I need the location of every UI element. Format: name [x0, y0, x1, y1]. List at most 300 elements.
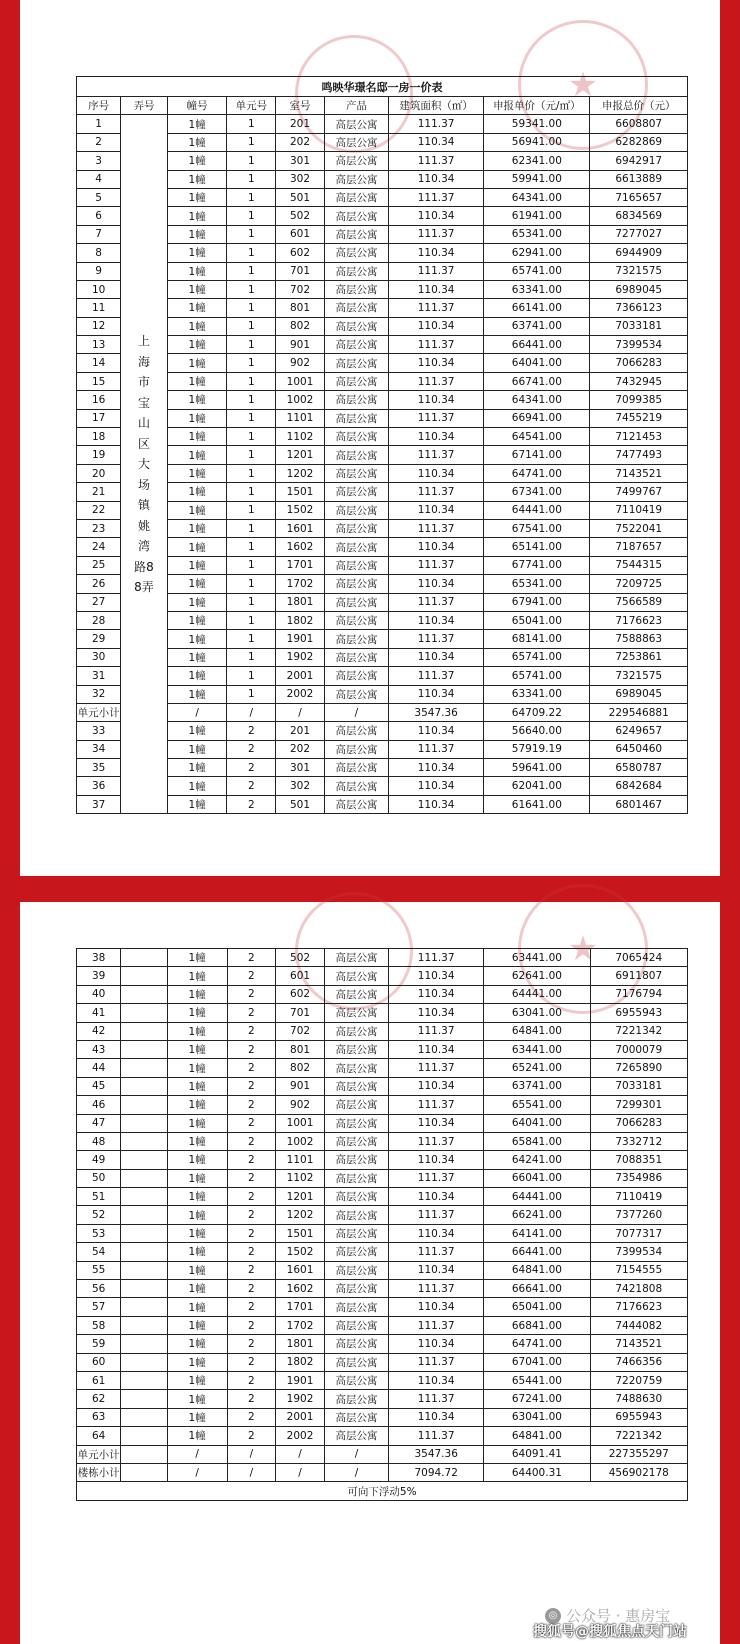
cell-total-price: 6955943 [590, 1004, 687, 1022]
cell-building: 1幢 [167, 1298, 227, 1316]
cell-total-price: 6911807 [590, 967, 687, 985]
cell-area: 111.37 [389, 1280, 484, 1298]
cell-unit-price: 62341.00 [484, 152, 590, 170]
cell-unit-price: 67141.00 [484, 446, 590, 464]
cell-unit-price: 56640.00 [484, 722, 590, 740]
cell-area: 110.34 [389, 722, 484, 740]
column-header: 建筑面积（㎡） [389, 97, 484, 115]
cell-index: 24 [77, 538, 121, 556]
cell-unit-price: 63441.00 [484, 1040, 590, 1058]
cell-unit-price: 66141.00 [484, 299, 590, 317]
cell-room: 701 [276, 1004, 325, 1022]
cell-product: 高层公寓 [324, 299, 388, 317]
cell-product: 高层公寓 [324, 1114, 388, 1132]
cell-area: 111.37 [389, 630, 484, 648]
cell-total-price: 7332712 [590, 1132, 687, 1150]
cell-unit: 1 [227, 170, 276, 188]
cell-building: 1幢 [167, 985, 227, 1003]
cell-unit-price: 64541.00 [484, 428, 590, 446]
cell-building: 1幢 [167, 1132, 227, 1150]
cell-lane [121, 1022, 167, 1040]
cell-index: 38 [77, 949, 121, 967]
cell-building: 1幢 [167, 464, 227, 482]
cell-lane [121, 1004, 167, 1022]
cell-product: 高层公寓 [324, 244, 388, 262]
cell-total-price: 7488630 [590, 1390, 687, 1408]
cell-area: 111.37 [389, 1132, 484, 1150]
cell-room: 1601 [276, 1261, 325, 1279]
cell-index: 6 [77, 207, 121, 225]
cell-room: 1201 [276, 446, 325, 464]
cell-product: 高层公寓 [324, 795, 388, 813]
price-table-continued [76, 948, 688, 1501]
cell-room: 301 [276, 152, 325, 170]
table-row [77, 501, 688, 519]
column-header: 幢号 [167, 97, 227, 115]
cell-unit: 1 [227, 336, 276, 354]
cell-room: 302 [276, 777, 325, 795]
cell-area: 110.34 [389, 133, 484, 151]
cell-unit-price: 64341.00 [484, 188, 590, 206]
cell-lane [121, 1335, 167, 1353]
cell-product: 高层公寓 [324, 593, 388, 611]
cell-unit-price: 66241.00 [484, 1206, 590, 1224]
table-row [77, 1224, 688, 1242]
cell-building: 1幢 [167, 611, 227, 629]
table-row [77, 1261, 688, 1279]
cell-total-price: 6613889 [590, 170, 688, 188]
cell-unit-price: 59341.00 [484, 115, 590, 133]
cell-unit: 2 [227, 1004, 276, 1022]
cell-area: 110.34 [389, 391, 484, 409]
cell-product: 高层公寓 [324, 722, 388, 740]
cell-room: 1701 [276, 1298, 325, 1316]
cell-lane [121, 1445, 167, 1463]
cell-unit: 2 [227, 795, 276, 813]
cell-unit-price: 65341.00 [484, 225, 590, 243]
cell-room: 902 [276, 1096, 325, 1114]
cell-room: 702 [276, 1022, 325, 1040]
table-row [77, 133, 688, 151]
table-row [77, 299, 688, 317]
table-row [77, 1059, 688, 1077]
cell-area: 111.37 [389, 519, 484, 537]
cell-index: 10 [77, 280, 121, 298]
cell-product: 高层公寓 [324, 519, 388, 537]
cell-area: 111.37 [389, 372, 484, 390]
seal-star-icon: ★ [567, 929, 599, 970]
cell-product: 高层公寓 [324, 1151, 388, 1169]
table-row [77, 1040, 688, 1058]
cell-unit-price: 62941.00 [484, 244, 590, 262]
cell-product: 高层公寓 [324, 648, 388, 666]
cell-room: 602 [276, 244, 325, 262]
cell-unit-price: 64841.00 [484, 1261, 590, 1279]
cell-building: 1幢 [167, 1261, 227, 1279]
cell-building: 1幢 [167, 1114, 227, 1132]
cell-product: 高层公寓 [324, 1335, 388, 1353]
table-row [77, 244, 688, 262]
cell-area: 110.34 [389, 170, 484, 188]
cell-total-price: 7265890 [590, 1059, 687, 1077]
cell-area: 111.37 [389, 1427, 484, 1445]
column-header: 序号 [77, 97, 121, 115]
cell-total-price: 7432945 [590, 372, 688, 390]
cell-unit: 1 [227, 188, 276, 206]
cell-index: 27 [77, 593, 121, 611]
table-row [77, 1022, 688, 1040]
cell-unit: 1 [227, 299, 276, 317]
cell-room: 2001 [276, 667, 325, 685]
cell-lane [121, 1224, 167, 1242]
table-row [77, 685, 688, 703]
subtotal-row [77, 1445, 688, 1463]
cell-building: 1幢 [167, 722, 227, 740]
cell-unit: 1 [227, 207, 276, 225]
cell-room: 302 [276, 170, 325, 188]
cell-product: / [324, 703, 388, 721]
cell-total-price: 7220759 [590, 1371, 687, 1389]
cell-product: 高层公寓 [324, 115, 388, 133]
table-row [77, 1408, 688, 1426]
cell-building: 1幢 [167, 1408, 227, 1426]
cell-total-price: 7110419 [590, 1188, 687, 1206]
table-row [77, 170, 688, 188]
cell-lane [121, 1261, 167, 1279]
cell-lane [121, 1316, 167, 1334]
cell-building: 1幢 [167, 1059, 227, 1077]
column-header: 申报总价（元） [590, 97, 688, 115]
cell-total-price: 7077317 [590, 1224, 687, 1242]
cell-area: 111.37 [389, 409, 484, 427]
table-row [77, 556, 688, 574]
cell-product: 高层公寓 [324, 483, 388, 501]
cell-building: 1幢 [167, 1243, 227, 1261]
cell-unit-price: 67341.00 [484, 483, 590, 501]
cell-room: 2001 [276, 1408, 325, 1426]
cell-room: 1602 [276, 1280, 325, 1298]
cell-unit-price: 66841.00 [484, 1316, 590, 1334]
cell-product: 高层公寓 [324, 985, 388, 1003]
cell-index: 37 [77, 795, 121, 813]
cell-unit: 1 [227, 667, 276, 685]
cell-unit-price: 67041.00 [484, 1353, 590, 1371]
table-row [77, 391, 688, 409]
table-row [77, 1114, 688, 1132]
cell-area: 110.34 [389, 280, 484, 298]
cell-room: 1002 [276, 391, 325, 409]
cell-unit: 2 [227, 1077, 276, 1095]
cell-area: 110.34 [389, 464, 484, 482]
cell-room: 1001 [276, 1114, 325, 1132]
cell-total-price: 7066283 [590, 1114, 687, 1132]
cell-area: 111.37 [389, 740, 484, 758]
cell-unit-price: 64709.22 [484, 703, 590, 721]
cell-unit: 1 [227, 464, 276, 482]
cell-room: 1601 [276, 519, 325, 537]
cell-product: 高层公寓 [324, 1371, 388, 1389]
cell-unit: 2 [227, 1040, 276, 1058]
table-row [77, 446, 688, 464]
cell-area: 110.34 [389, 777, 484, 795]
cell-unit: 1 [227, 115, 276, 133]
cell-building: 1幢 [167, 759, 227, 777]
cell-room: 601 [276, 225, 325, 243]
cell-index: 42 [77, 1022, 121, 1040]
cell-area: 110.34 [389, 1335, 484, 1353]
cell-unit-price: 64400.31 [484, 1463, 590, 1481]
table-row [77, 1004, 688, 1022]
cell-unit-price: 67741.00 [484, 556, 590, 574]
cell-unit: 2 [227, 1243, 276, 1261]
cell-index: 11 [77, 299, 121, 317]
cell-index: 单元小计 [77, 703, 121, 721]
cell-total-price: 7110419 [590, 501, 688, 519]
cell-unit: 2 [227, 1353, 276, 1371]
watermark-source: 搜狐号@搜狐焦点天门站 [533, 1624, 687, 1640]
cell-product: 高层公寓 [324, 967, 388, 985]
cell-total-price: 7099385 [590, 391, 688, 409]
cell-unit-price: 64091.41 [484, 1445, 590, 1463]
cell-unit: 2 [227, 1206, 276, 1224]
watermark-account: 公众号 · 惠房宝 [566, 1607, 671, 1625]
cell-total-price: 7477493 [590, 446, 688, 464]
cell-unit-price: 59641.00 [484, 759, 590, 777]
cell-product: 高层公寓 [324, 1132, 388, 1150]
cell-index: 22 [77, 501, 121, 519]
cell-building: 1幢 [167, 483, 227, 501]
cell-index: 58 [77, 1316, 121, 1334]
cell-unit: 1 [227, 501, 276, 519]
cell-unit: 1 [227, 519, 276, 537]
cell-unit-price: 61641.00 [484, 795, 590, 813]
cell-unit: 2 [227, 1151, 276, 1169]
cell-unit-price: 64841.00 [484, 1427, 590, 1445]
cell-building: 1幢 [167, 685, 227, 703]
cell-building: 1幢 [167, 575, 227, 593]
cell-product: / [324, 1463, 388, 1481]
cell-area: 110.34 [389, 1261, 484, 1279]
cell-area: 111.37 [389, 336, 484, 354]
cell-index: 54 [77, 1243, 121, 1261]
cell-room: / [276, 1463, 325, 1481]
cell-unit-price: 66641.00 [484, 1280, 590, 1298]
cell-index: 15 [77, 372, 121, 390]
cell-index: 13 [77, 336, 121, 354]
price-table [76, 76, 688, 814]
cell-area: 110.34 [389, 967, 484, 985]
table-row [77, 519, 688, 537]
cell-building: 1幢 [167, 1077, 227, 1095]
cell-area: 111.37 [389, 262, 484, 280]
cell-unit: 2 [227, 1114, 276, 1132]
cell-product: 高层公寓 [324, 1022, 388, 1040]
cell-unit-price: 67941.00 [484, 593, 590, 611]
cell-unit-price: 56941.00 [484, 133, 590, 151]
table-row [77, 1390, 688, 1408]
table-row [77, 1077, 688, 1095]
cell-room: 1802 [276, 611, 325, 629]
cell-building: 1幢 [167, 225, 227, 243]
cell-index: 33 [77, 722, 121, 740]
table-row [77, 722, 688, 740]
cell-lane [121, 1371, 167, 1389]
cell-index: 21 [77, 483, 121, 501]
cell-area: 110.34 [389, 1408, 484, 1426]
cell-room: 801 [276, 299, 325, 317]
cell-area: 110.34 [389, 611, 484, 629]
cell-unit: 1 [227, 262, 276, 280]
cell-index: 31 [77, 667, 121, 685]
subtotal-row [77, 703, 688, 721]
cell-area: 111.37 [389, 1206, 484, 1224]
cell-index: 28 [77, 611, 121, 629]
cell-area: 110.34 [389, 207, 484, 225]
column-header: 产品 [324, 97, 388, 115]
cell-lane [121, 1096, 167, 1114]
table-row [77, 667, 688, 685]
cell-total-price: 7321575 [590, 667, 688, 685]
cell-unit: 2 [227, 949, 276, 967]
cell-unit: 1 [227, 428, 276, 446]
cell-unit: 2 [227, 1261, 276, 1279]
cell-unit-price: 57919.19 [484, 740, 590, 758]
cell-unit: 1 [227, 372, 276, 390]
cell-total-price: 7221342 [590, 1427, 687, 1445]
cell-total-price: 7176623 [590, 611, 688, 629]
cell-total-price: 7065424 [590, 949, 687, 967]
cell-unit: 2 [227, 740, 276, 758]
cell-room: 201 [276, 115, 325, 133]
cell-room: 701 [276, 262, 325, 280]
cell-index: 2 [77, 133, 121, 151]
cell-unit-price: 63341.00 [484, 685, 590, 703]
cell-product: 高层公寓 [324, 391, 388, 409]
cell-room: 901 [276, 1077, 325, 1095]
cell-unit: 2 [227, 1224, 276, 1242]
cell-area: 110.34 [389, 985, 484, 1003]
cell-total-price: 6989045 [590, 280, 688, 298]
cell-unit: 1 [227, 225, 276, 243]
cell-area: 111.37 [389, 667, 484, 685]
cell-total-price: 7299301 [590, 1096, 687, 1114]
cell-building: 1幢 [167, 317, 227, 335]
cell-building: 1幢 [167, 1151, 227, 1169]
cell-area: 110.34 [389, 501, 484, 519]
cell-lane [121, 1390, 167, 1408]
cell-index: 9 [77, 262, 121, 280]
cell-room: 702 [276, 280, 325, 298]
cell-building: 1幢 [167, 115, 227, 133]
cell-product: 高层公寓 [324, 685, 388, 703]
cell-unit: 2 [227, 1408, 276, 1426]
cell-total-price: 6282869 [590, 133, 688, 151]
cell-unit-price: 63041.00 [484, 1004, 590, 1022]
cell-room: 301 [276, 759, 325, 777]
table-row [77, 207, 688, 225]
cell-building: 1幢 [167, 207, 227, 225]
table-row [77, 354, 688, 372]
cell-product: 高层公寓 [324, 1224, 388, 1242]
table-row [77, 967, 688, 985]
cell-building: 1幢 [167, 428, 227, 446]
cell-total-price: 7421808 [590, 1280, 687, 1298]
cell-index: 57 [77, 1298, 121, 1316]
cell-building: 1幢 [167, 1169, 227, 1187]
cell-lane [121, 949, 167, 967]
footnote-row [77, 1482, 688, 1500]
cell-unit-price: 65841.00 [484, 1132, 590, 1150]
cell-index: 64 [77, 1427, 121, 1445]
cell-room: 1502 [276, 501, 325, 519]
cell-room: 1202 [276, 464, 325, 482]
cell-total-price: 229546881 [590, 703, 688, 721]
cell-index: 43 [77, 1040, 121, 1058]
cell-unit-price: 65341.00 [484, 575, 590, 593]
cell-product: 高层公寓 [324, 152, 388, 170]
cell-unit-price: 66041.00 [484, 1169, 590, 1187]
cell-index: 56 [77, 1280, 121, 1298]
cell-area: 110.34 [389, 759, 484, 777]
cell-index: 30 [77, 648, 121, 666]
cell-product: 高层公寓 [324, 1243, 388, 1261]
table-row [77, 1169, 688, 1187]
cell-lane [121, 1132, 167, 1150]
cell-area: 110.34 [389, 1004, 484, 1022]
cell-product: 高层公寓 [324, 611, 388, 629]
cell-product: 高层公寓 [324, 1280, 388, 1298]
cell-area: 111.37 [389, 188, 484, 206]
cell-index: 20 [77, 464, 121, 482]
table-row [77, 795, 688, 813]
cell-total-price: 7033181 [590, 1077, 687, 1095]
cell-total-price: 7544315 [590, 556, 688, 574]
cell-index: 4 [77, 170, 121, 188]
cell-lane [121, 1059, 167, 1077]
cell-product: / [324, 1445, 388, 1463]
cell-unit-price: 64441.00 [484, 985, 590, 1003]
table-row [77, 611, 688, 629]
cell-lane [121, 1077, 167, 1095]
cell-unit: 1 [227, 538, 276, 556]
cell-unit-price: 65041.00 [484, 1298, 590, 1316]
cell-product: 高层公寓 [324, 777, 388, 795]
cell-building: 1幢 [167, 949, 227, 967]
column-header: 弄号 [121, 97, 167, 115]
cell-area: 110.34 [389, 428, 484, 446]
cell-area: 110.34 [389, 317, 484, 335]
cell-index: 26 [77, 575, 121, 593]
cell-product: 高层公寓 [324, 1316, 388, 1334]
cell-index: 46 [77, 1096, 121, 1114]
cell-unit: 1 [227, 648, 276, 666]
cell-unit-price: 64241.00 [484, 1151, 590, 1169]
cell-unit: 2 [227, 1280, 276, 1298]
cell-building: 1幢 [167, 1335, 227, 1353]
cell-area: 3547.36 [389, 703, 484, 721]
table-row [77, 1132, 688, 1150]
cell-area: 110.34 [389, 795, 484, 813]
cell-product: 高层公寓 [324, 1261, 388, 1279]
cell-total-price: 7176623 [590, 1298, 687, 1316]
cell-total-price: 6955943 [590, 1408, 687, 1426]
cell-total-price: 7321575 [590, 262, 688, 280]
cell-unit-price: 65741.00 [484, 667, 590, 685]
cell-lane [121, 1280, 167, 1298]
cell-area: 111.37 [389, 1243, 484, 1261]
cell-total-price: 6842684 [590, 777, 688, 795]
cell-total-price: 7354986 [590, 1169, 687, 1187]
